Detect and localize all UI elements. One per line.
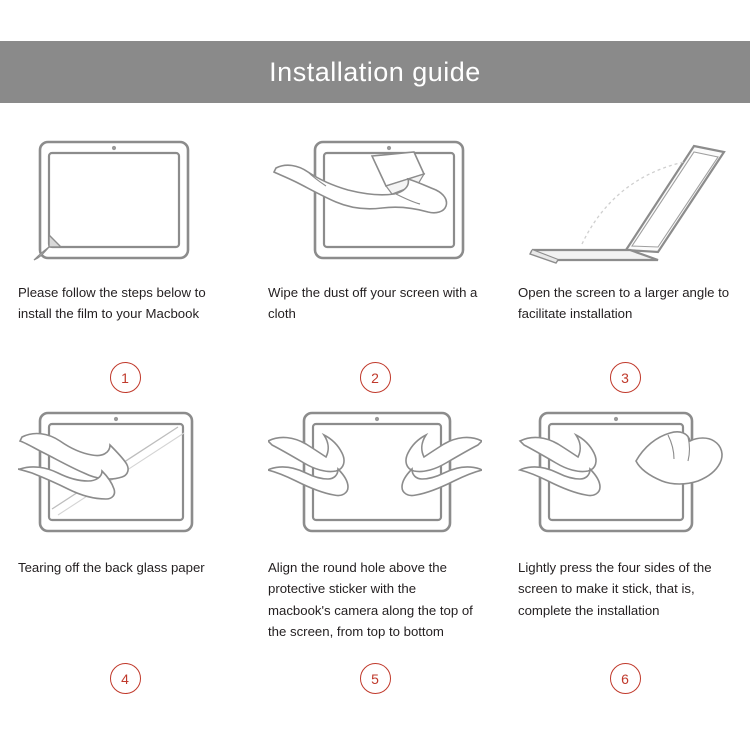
step-caption-2: Wipe the dust off your screen with a cloth <box>268 285 478 322</box>
step-number-2: 2 <box>268 362 482 393</box>
step-illustration-3 <box>518 132 732 268</box>
step-caption-6: Lightly press the four sides of the screen to make it stick, that is, complete the installation <box>518 560 712 618</box>
step-card-6 <box>500 393 750 694</box>
step-illustration-5 <box>268 407 482 543</box>
steps-grid <box>0 118 750 694</box>
hands-peeling-back-paper-icon <box>18 407 232 543</box>
step-card-1 <box>0 118 250 393</box>
two-hands-aligning-film-icon <box>268 407 482 543</box>
step-number-5: 5 <box>268 663 482 694</box>
step-card-3 <box>500 118 750 393</box>
step-illustration-2 <box>268 132 482 268</box>
step-caption-1: Please follow the steps below to install the film to your Macbook <box>18 285 206 322</box>
hand-wiping-screen-with-cloth-icon <box>268 132 482 268</box>
step-caption-5: Align the round hole above the protective sticker with the macbook's camera along the top of the screen, from top to bottom <box>268 560 473 640</box>
tablet-with-peeling-film-icon <box>18 132 232 268</box>
step-caption-4: Tearing off the back glass paper <box>18 560 205 575</box>
laptop-opening-angle-icon <box>518 132 732 268</box>
hand-pressing-screen-edges-icon <box>518 407 732 543</box>
step-card-5 <box>250 393 500 694</box>
step-illustration-6 <box>518 407 732 543</box>
step-number-1: 1 <box>18 362 232 393</box>
step-illustration-1 <box>18 132 232 268</box>
step-card-4 <box>0 393 250 694</box>
step-caption-3: Open the screen to a larger angle to facilitate installation <box>518 285 730 322</box>
step-number-4: 4 <box>18 663 232 694</box>
step-number-6: 6 <box>518 663 732 694</box>
page-header <box>0 41 750 103</box>
step-card-2 <box>250 118 500 393</box>
step-number-3: 3 <box>518 362 732 393</box>
step-illustration-4 <box>18 407 232 543</box>
page-title: Installation guide <box>269 56 481 87</box>
